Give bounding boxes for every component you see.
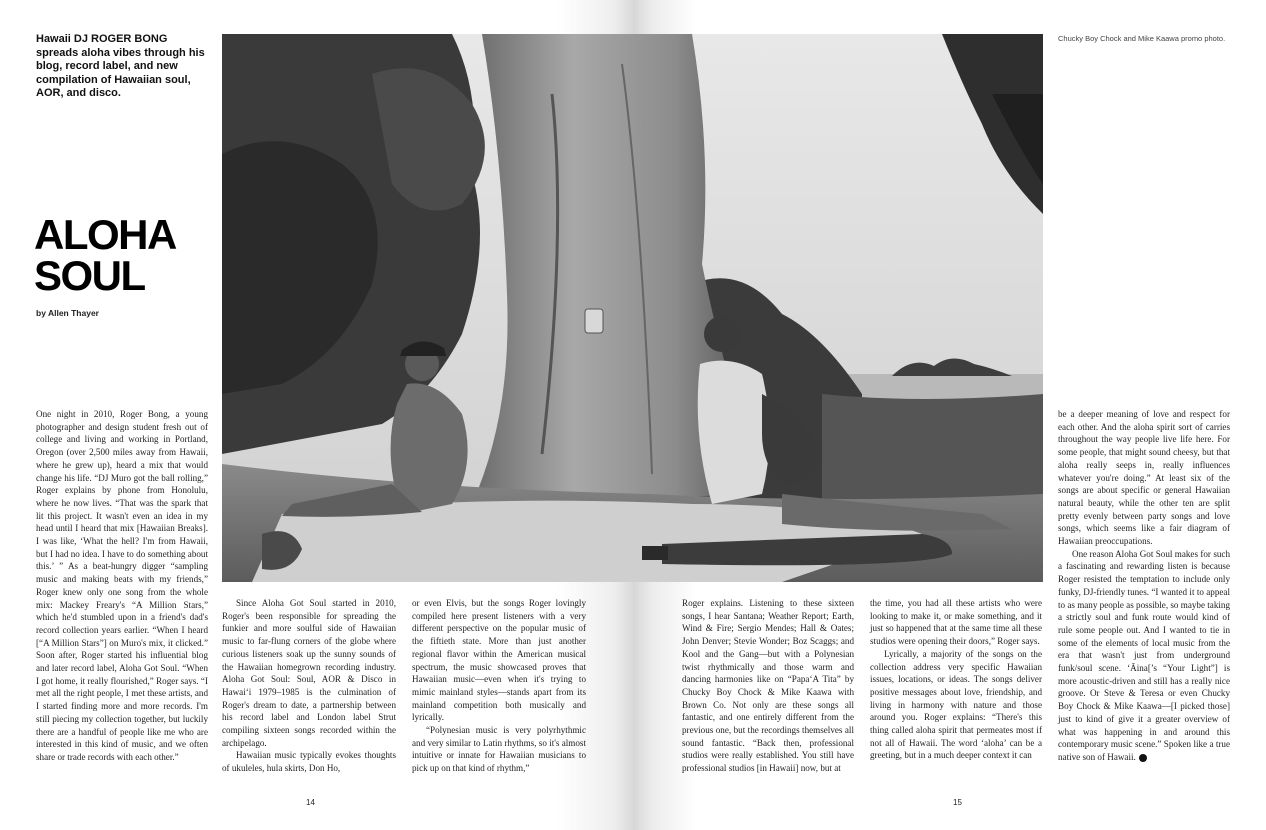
column-5-paragraph-2: Lyrically, a majority of the songs on the collection address very specific Hawaiian issues, locations, or ideas. The songs deliver positive messages about love, friendship, and living in harmony with nature and those around you. Roger explains: “There's this thing called aloha spirit that permeates most if not all of Hawaii. The word ‘aloha’ can be a greeting, but in a much deeper context it can	[870, 648, 1042, 761]
article-title	[34, 211, 176, 299]
article-column-1	[36, 408, 208, 764]
column-2-paragraph-2: Hawaiian music typically evokes thoughts of ukuleles, hula skirts, Don Ho,	[222, 750, 396, 774]
column-4-paragraph-1: Roger explains. Listening to these sixteen songs, I hear Santana; Weather Report; Earth, Wind & Fire; Sergio Mendes; Hall & Oates; John Denver; Stevie Wonder; Boz Scaggs; and Kool and the Gang—but with a Polynesian twist rhythmically and those warm and dancing harmonies like on “Papa‘A Tita” by Chucky Boy Chock & Mike Kaawa with Brown Co. Not only are these songs all fantastic, and one entirely different from the previous one, but the recordings themselves all sound fantastic. “Back then, professional studios were really established. You still have professional studios [in Hawaii] now, but at	[682, 598, 854, 774]
end-mark-icon: ■	[1139, 754, 1147, 762]
article-deck: Hawaii DJ ROGER BONG spreads aloha vibes through his blog, record label, and new compilation of Hawaiian soul, AOR, and disco.	[36, 33, 205, 100]
promo-photo	[222, 34, 1043, 582]
page-number-right: 15	[953, 798, 962, 807]
column-2-paragraph-1: Since Aloha Got Soul started in 2010, Roger's been responsible for spreading the funkier and more soulful side of Hawaiian music to far-flung corners of the globe where curious listeners soak up the sunny sounds of the Hawaiian homegrown recording industry. Aloha Got Soul: Soul, AOR & Disco in Hawai‘i 1979–1985 is the culmination of Roger's dream to date, a partnership between his record label and London label Strut compiling sixteen songs recorded within the archipelago.	[222, 598, 396, 748]
column-6-paragraph-1: be a deeper meaning of love and respect for each other. And the aloha spirit sort of carries throughout the way people live life here. For some people, that might sound cheesy, but that aloha really seeps in, really influences whatever you're doing.” At least six of the songs are about specific or general Hawaiian natural beauty, while the other ten are split pretty evenly between party songs and love songs, which seems like a fair diagram of Hawaiian preoccupations.	[1058, 409, 1230, 547]
article-column-4	[682, 597, 854, 775]
article-column-2	[222, 597, 396, 775]
article-column-5	[870, 597, 1042, 762]
title-line-1: ALOHA	[34, 211, 176, 258]
column-3-paragraph-2: “Polynesian music is very polyrhythmic and very similar to Latin rhythms, so it's almost intuitive or innate for Hawaiian musicians to pick up on that kind of rhythm,”	[412, 725, 586, 774]
column-1-paragraph-1: One night in 2010, Roger Bong, a young photographer and design student fresh out of college and living and working in Portland, Oregon (over 2,500 miles away from Hawaii, where he grew up), heard a mix that would change his life. “DJ Muro got the ball rolling,” Roger explains by phone from Honolulu, where he now lives. “That was the spark that lit this project. It wasn't even an idea in my head until I heard that mix [Hawaiian Breaks]. I was like, ‘What the hell? I'm from Hawaii, but I had no idea. I have to do something about this.’ ” As a beat-hungry digger “sampling music and making beats with my friends,” Roger knew only one song from the whole mix: Mackey Freary's “A Million Stars,” which he'd stumbled upon in a friend's dad's record collection years earlier. “When I heard [“A Million Stars”] on Muro's mix, it clicked.” Soon after, Roger started his influential blog and later record label, Aloha Got Soul. “When I got home, it really flourished,” Roger says. “I met all the right people, I met these artists, and I started finding more and more records. I'm still piecing my collection together, but luckily there are a handful of people like me who are interested in this kind of music, and we often share or trade records with each other.”	[36, 409, 208, 762]
title-line-2: SOUL	[34, 252, 145, 299]
column-6-paragraph-2	[1058, 548, 1230, 764]
article-column-3	[412, 597, 586, 775]
page-number-left: 14	[306, 798, 315, 807]
column-3-paragraph-1: or even Elvis, but the songs Roger lovingly compiled here present listeners with a very different perspective on the popular music of the fiftieth state. More than just another regional flavor within the American musical spectrum, the music showcased proves that Hawaiian music—even when it's trying to mimic mainland styles—stands apart from its mainland competition both musically and lyrically.	[412, 598, 586, 723]
column-6-paragraph-2-text: One reason Aloha Got Soul makes for such a fascinating and rewarding listen is because Roger resisted the temptation to include only funky, DJ-friendly tunes. “I wanted it to appeal to as many people as possible, so maybe taking a strictly soul and funk route would kind of rule some people out. And I wanted to tie in some of the elements of local music from the era that wasn't just from underground funk/soul scene. ‘Āina[’s “Your Light”] is more acoustic-driven and still has a really nice groove. Or Steve & Teresa or even Chucky Boy Chock & Mike Kaawa—[I picked those] just to kind of give it a greater overview of what was happening in and around this contemporary music scene.” Spoken like a true native son of Hawaii.	[1058, 548, 1230, 762]
photo-caption: Chucky Boy Chock and Mike Kaawa promo photo.	[1058, 34, 1226, 43]
promo-photo-illustration	[222, 34, 1043, 582]
column-5-paragraph-1: the time, you had all these artists who were looking to make it, or make something, and it just so happened that at the same time all these studios were opening their doors,” Roger says.	[870, 598, 1042, 647]
byline: by Allen Thayer	[36, 308, 99, 318]
article-column-6	[1058, 408, 1230, 764]
